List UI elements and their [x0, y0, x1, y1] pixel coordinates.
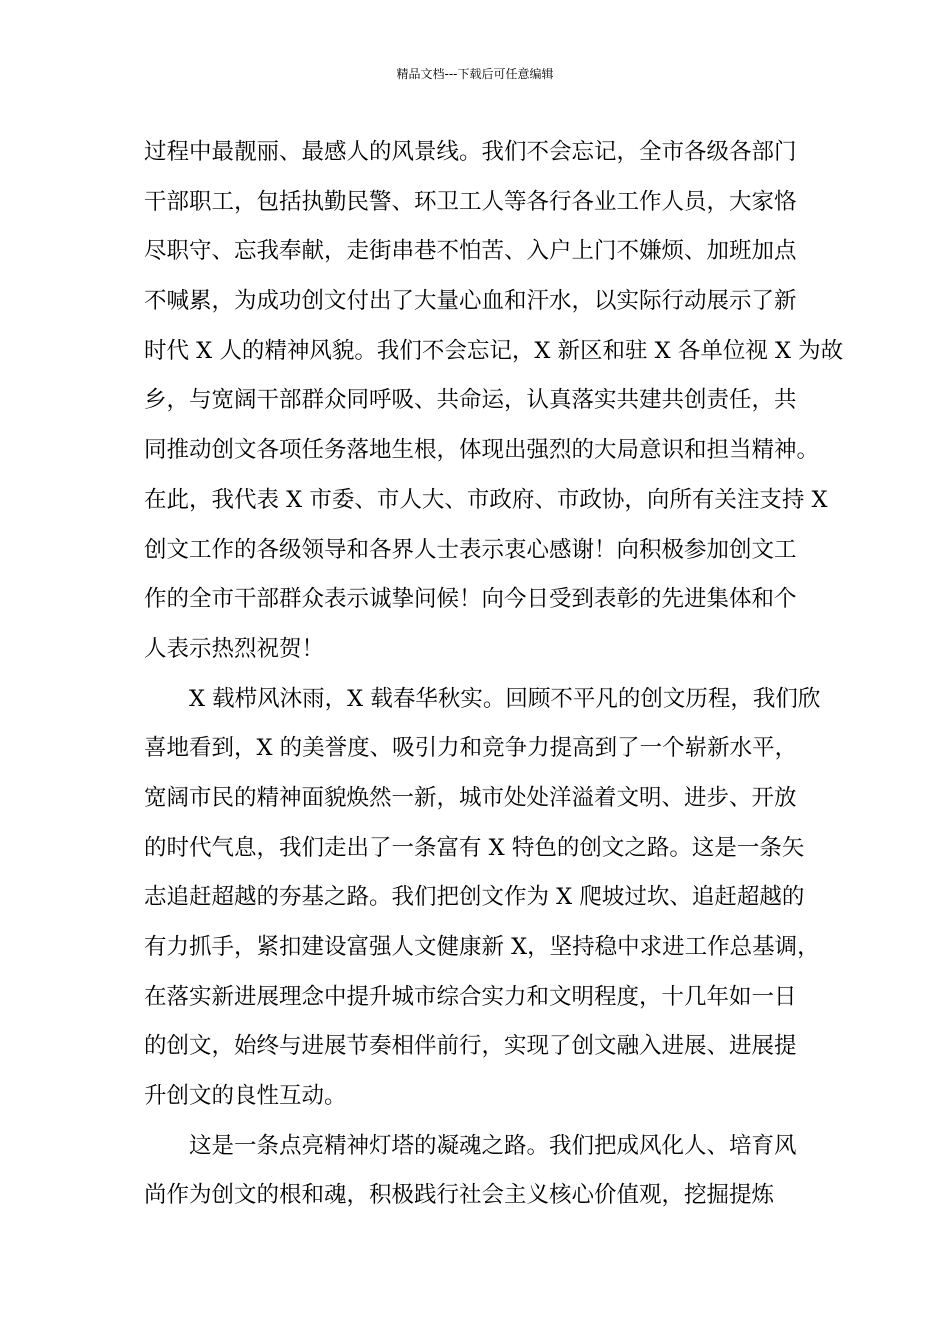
text-line: 创文工作的各级领导和各界人士表示衷心感谢！向积极参加创文工 [144, 536, 797, 563]
page-header: 精品文档---下载后可任意编辑 [396, 67, 554, 81]
text-line: 尚作为创文的根和魂，积极践行社会主义核心价值观，挖掘提炼 [144, 1182, 775, 1209]
text-line: 人表示热烈祝贺！ [144, 635, 325, 662]
text-line: 时代 X 人的精神风貌。我们不会忘记，X 新区和驻 X 各单位视 X 为故 [144, 337, 844, 364]
text-line: 的时代气息，我们走出了一条富有 X 特色的创文之路。这是一条矢 [144, 834, 805, 861]
text-line: 宽阔市民的精神面貌焕然一新，城市处处洋溢着文明、进步、开放 [144, 784, 797, 811]
text-line: 乡，与宽阔干部群众同呼吸、共命运，认真落实共建共创责任，共 [144, 387, 797, 414]
text-line: 在落实新进展理念中提升城市综合实力和文明程度，十几年如一日 [144, 983, 797, 1010]
paragraph [144, 675, 824, 1122]
text-line: 这是一条点亮精神灯塔的凝魂之路。我们把成风化人、培育风 [189, 1132, 797, 1159]
text-line: 有力抓手，紧扣建设富强人文健康新 X，坚持稳中求进工作总基调， [144, 934, 820, 960]
text-line: 喜地看到，X 的美誉度、吸引力和竞争力提高到了一个崭新水平， [144, 735, 798, 762]
text-line: 同推动创文各项任务落地生根，体现出强烈的大局意识和担当精神。 [144, 437, 820, 464]
text-line: 尽职守、忘我奉献，走街串巷不怕苦、入户上门不嫌烦、加班加点 [144, 238, 797, 265]
text-line: 志追赶超越的夯基之路。我们把创文作为 X 爬坡过坎、追赶超越的 [144, 884, 805, 911]
text-line: 干部职工，包括执勤民警、环卫工人等各行各业工作人员，大家恪 [144, 188, 797, 215]
text-line: X 载栉风沐雨，X 载春华秋实。回顾不平凡的创文历程，我们欣 [189, 685, 821, 712]
document-body [144, 128, 844, 1221]
text-line: 过程中最靓丽、最感人的风景线。我们不会忘记，全市各级各部门 [144, 139, 797, 165]
text-line: 在此，我代表 X 市委、市人大、市政府、市政协，向所有关注支持 X [144, 486, 828, 513]
text-line: 的创文，始终与进展节奏相伴前行，实现了创文融入进展、进展提 [144, 1033, 797, 1060]
paragraph [144, 128, 844, 675]
text-line: 升创文的良性互动。 [144, 1083, 347, 1110]
paragraph [144, 1122, 824, 1221]
text-line: 不喊累，为成功创文付出了大量心血和汗水，以实际行动展示了新 [144, 288, 797, 315]
text-line: 作的全市干部群众表示诚挚问候！向今日受到表彰的先进集体和个 [144, 586, 797, 613]
